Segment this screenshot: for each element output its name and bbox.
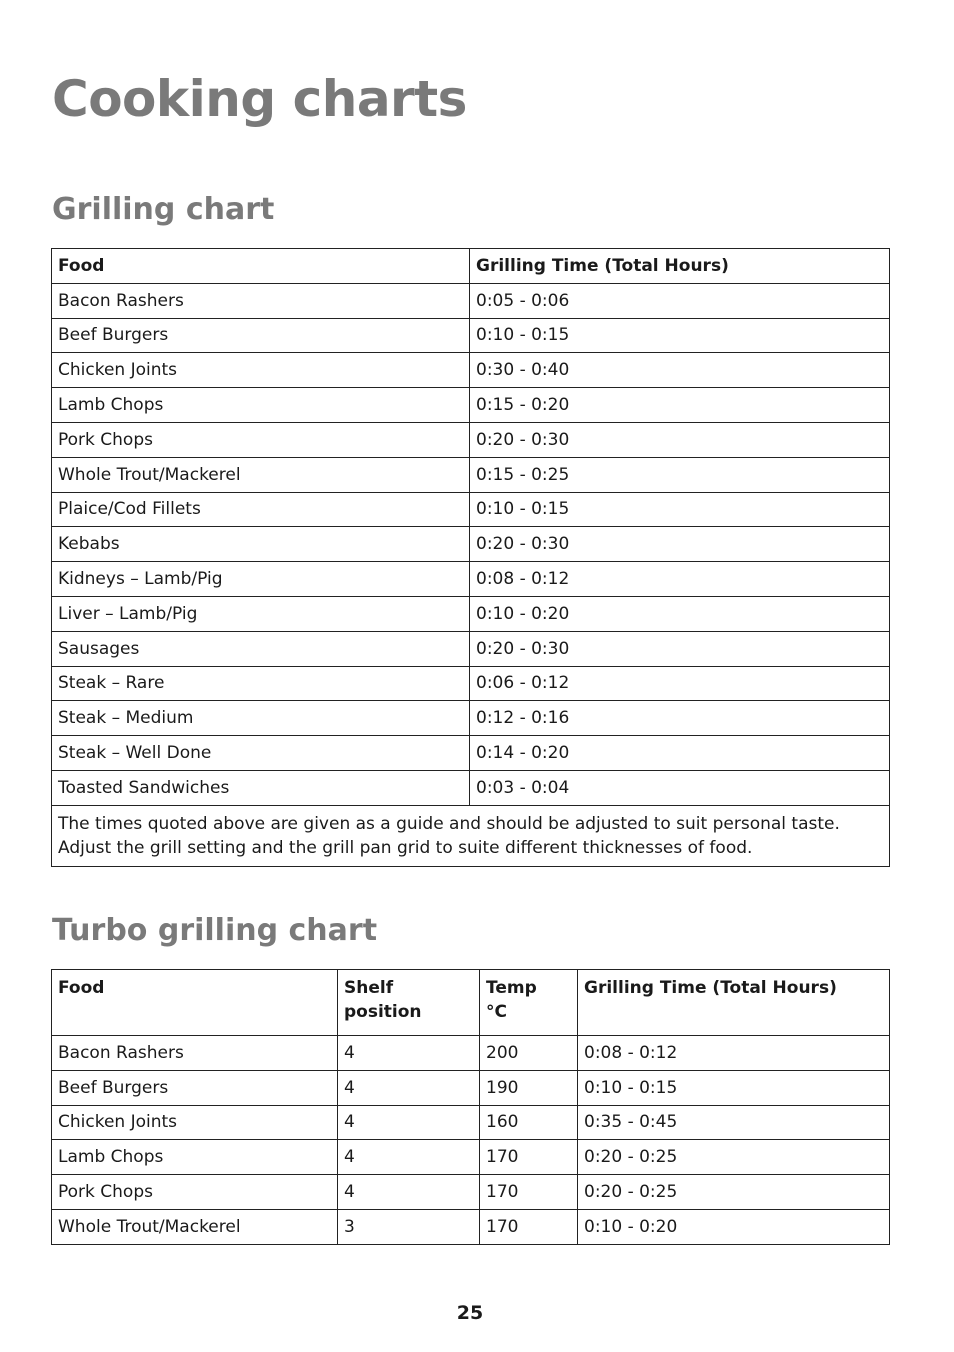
time-cell: 0:30 - 0:40 <box>470 353 890 388</box>
table-row <box>52 631 890 666</box>
food-cell: Steak – Rare <box>52 666 470 701</box>
grilling-table-header-row <box>52 249 890 284</box>
time-cell: 0:06 - 0:12 <box>470 666 890 701</box>
food-cell: Kidneys – Lamb/Pig <box>52 562 470 597</box>
temp-cell: 200 <box>480 1036 578 1071</box>
table-row <box>52 388 890 423</box>
turbo-grilling-table <box>51 969 890 1245</box>
table-row <box>52 527 890 562</box>
time-cell: 0:12 - 0:16 <box>470 701 890 736</box>
table-row <box>52 736 890 771</box>
table-row <box>52 492 890 527</box>
food-cell: Chicken Joints <box>52 353 470 388</box>
grilling-table <box>51 248 890 867</box>
turbo-table-header-row <box>52 970 890 1036</box>
table-row <box>52 1036 890 1071</box>
table-row <box>52 596 890 631</box>
grilling-chart-title: Grilling chart <box>52 192 275 227</box>
time-cell: 0:20 - 0:25 <box>578 1140 890 1175</box>
turbo-header-temp <box>480 970 578 1036</box>
table-row <box>52 353 890 388</box>
shelf-cell: 4 <box>338 1140 480 1175</box>
table-row <box>52 1209 890 1244</box>
temp-cell: 190 <box>480 1070 578 1105</box>
time-cell: 0:15 - 0:25 <box>470 457 890 492</box>
time-cell: 0:35 - 0:45 <box>578 1105 890 1140</box>
table-row <box>52 283 890 318</box>
shelf-cell: 4 <box>338 1175 480 1210</box>
time-cell: 0:20 - 0:25 <box>578 1175 890 1210</box>
table-row <box>52 1140 890 1175</box>
time-cell: 0:15 - 0:20 <box>470 388 890 423</box>
food-cell: Bacon Rashers <box>52 1036 338 1071</box>
food-cell: Toasted Sandwiches <box>52 770 470 805</box>
table-row <box>52 770 890 805</box>
turbo-header-food: Food <box>52 970 338 1036</box>
temp-cell: 160 <box>480 1105 578 1140</box>
shelf-cell: 3 <box>338 1209 480 1244</box>
shelf-cell: 4 <box>338 1036 480 1071</box>
table-row <box>52 457 890 492</box>
turbo-header-time: Grilling Time (Total Hours) <box>578 970 890 1036</box>
table-row <box>52 562 890 597</box>
grilling-note-line-1: The times quoted above are given as a guide and should be adjusted to suit personal taste. <box>58 813 840 834</box>
grilling-header-time: Grilling Time (Total Hours) <box>470 249 890 284</box>
food-cell: Lamb Chops <box>52 388 470 423</box>
temp-cell: 170 <box>480 1209 578 1244</box>
food-cell: Lamb Chops <box>52 1140 338 1175</box>
time-cell: 0:08 - 0:12 <box>578 1036 890 1071</box>
grilling-note-row <box>52 805 890 866</box>
food-cell: Bacon Rashers <box>52 283 470 318</box>
food-cell: Pork Chops <box>52 1175 338 1210</box>
time-cell: 0:08 - 0:12 <box>470 562 890 597</box>
table-row <box>52 666 890 701</box>
time-cell: 0:03 - 0:04 <box>470 770 890 805</box>
page-number: 25 <box>456 1302 484 1324</box>
food-cell: Steak – Medium <box>52 701 470 736</box>
turbo-header-shelf <box>338 970 480 1036</box>
time-cell: 0:05 - 0:06 <box>470 283 890 318</box>
food-cell: Liver – Lamb/Pig <box>52 596 470 631</box>
food-cell: Beef Burgers <box>52 1070 338 1105</box>
temp-cell: 170 <box>480 1140 578 1175</box>
time-cell: 0:10 - 0:15 <box>470 318 890 353</box>
grilling-note-line-2: Adjust the grill setting and the grill pan grid to suite different thicknesses of food. <box>58 837 753 858</box>
time-cell: 0:10 - 0:20 <box>470 596 890 631</box>
turbo-header-shelf-line-1: Shelf <box>344 978 394 998</box>
table-row <box>52 1070 890 1105</box>
food-cell: Chicken Joints <box>52 1105 338 1140</box>
table-row <box>52 701 890 736</box>
food-cell: Sausages <box>52 631 470 666</box>
food-cell: Plaice/Cod Fillets <box>52 492 470 527</box>
turbo-header-temp-line-1: Temp <box>486 978 537 998</box>
temp-cell: 170 <box>480 1175 578 1210</box>
grilling-header-food: Food <box>52 249 470 284</box>
food-cell: Kebabs <box>52 527 470 562</box>
food-cell: Beef Burgers <box>52 318 470 353</box>
shelf-cell: 4 <box>338 1105 480 1140</box>
page-title: Cooking charts <box>52 70 467 128</box>
turbo-header-shelf-line-2: position <box>344 1002 422 1022</box>
food-cell: Whole Trout/Mackerel <box>52 457 470 492</box>
food-cell: Pork Chops <box>52 422 470 457</box>
food-cell: Steak – Well Done <box>52 736 470 771</box>
table-row <box>52 318 890 353</box>
food-cell: Whole Trout/Mackerel <box>52 1209 338 1244</box>
turbo-grilling-chart-title: Turbo grilling chart <box>52 913 378 948</box>
table-row <box>52 422 890 457</box>
table-row <box>52 1175 890 1210</box>
grilling-note <box>52 805 890 866</box>
time-cell: 0:10 - 0:20 <box>578 1209 890 1244</box>
turbo-header-temp-line-2: °C <box>486 1002 507 1022</box>
time-cell: 0:20 - 0:30 <box>470 527 890 562</box>
time-cell: 0:10 - 0:15 <box>578 1070 890 1105</box>
time-cell: 0:20 - 0:30 <box>470 422 890 457</box>
shelf-cell: 4 <box>338 1070 480 1105</box>
time-cell: 0:10 - 0:15 <box>470 492 890 527</box>
time-cell: 0:14 - 0:20 <box>470 736 890 771</box>
table-row <box>52 1105 890 1140</box>
time-cell: 0:20 - 0:30 <box>470 631 890 666</box>
